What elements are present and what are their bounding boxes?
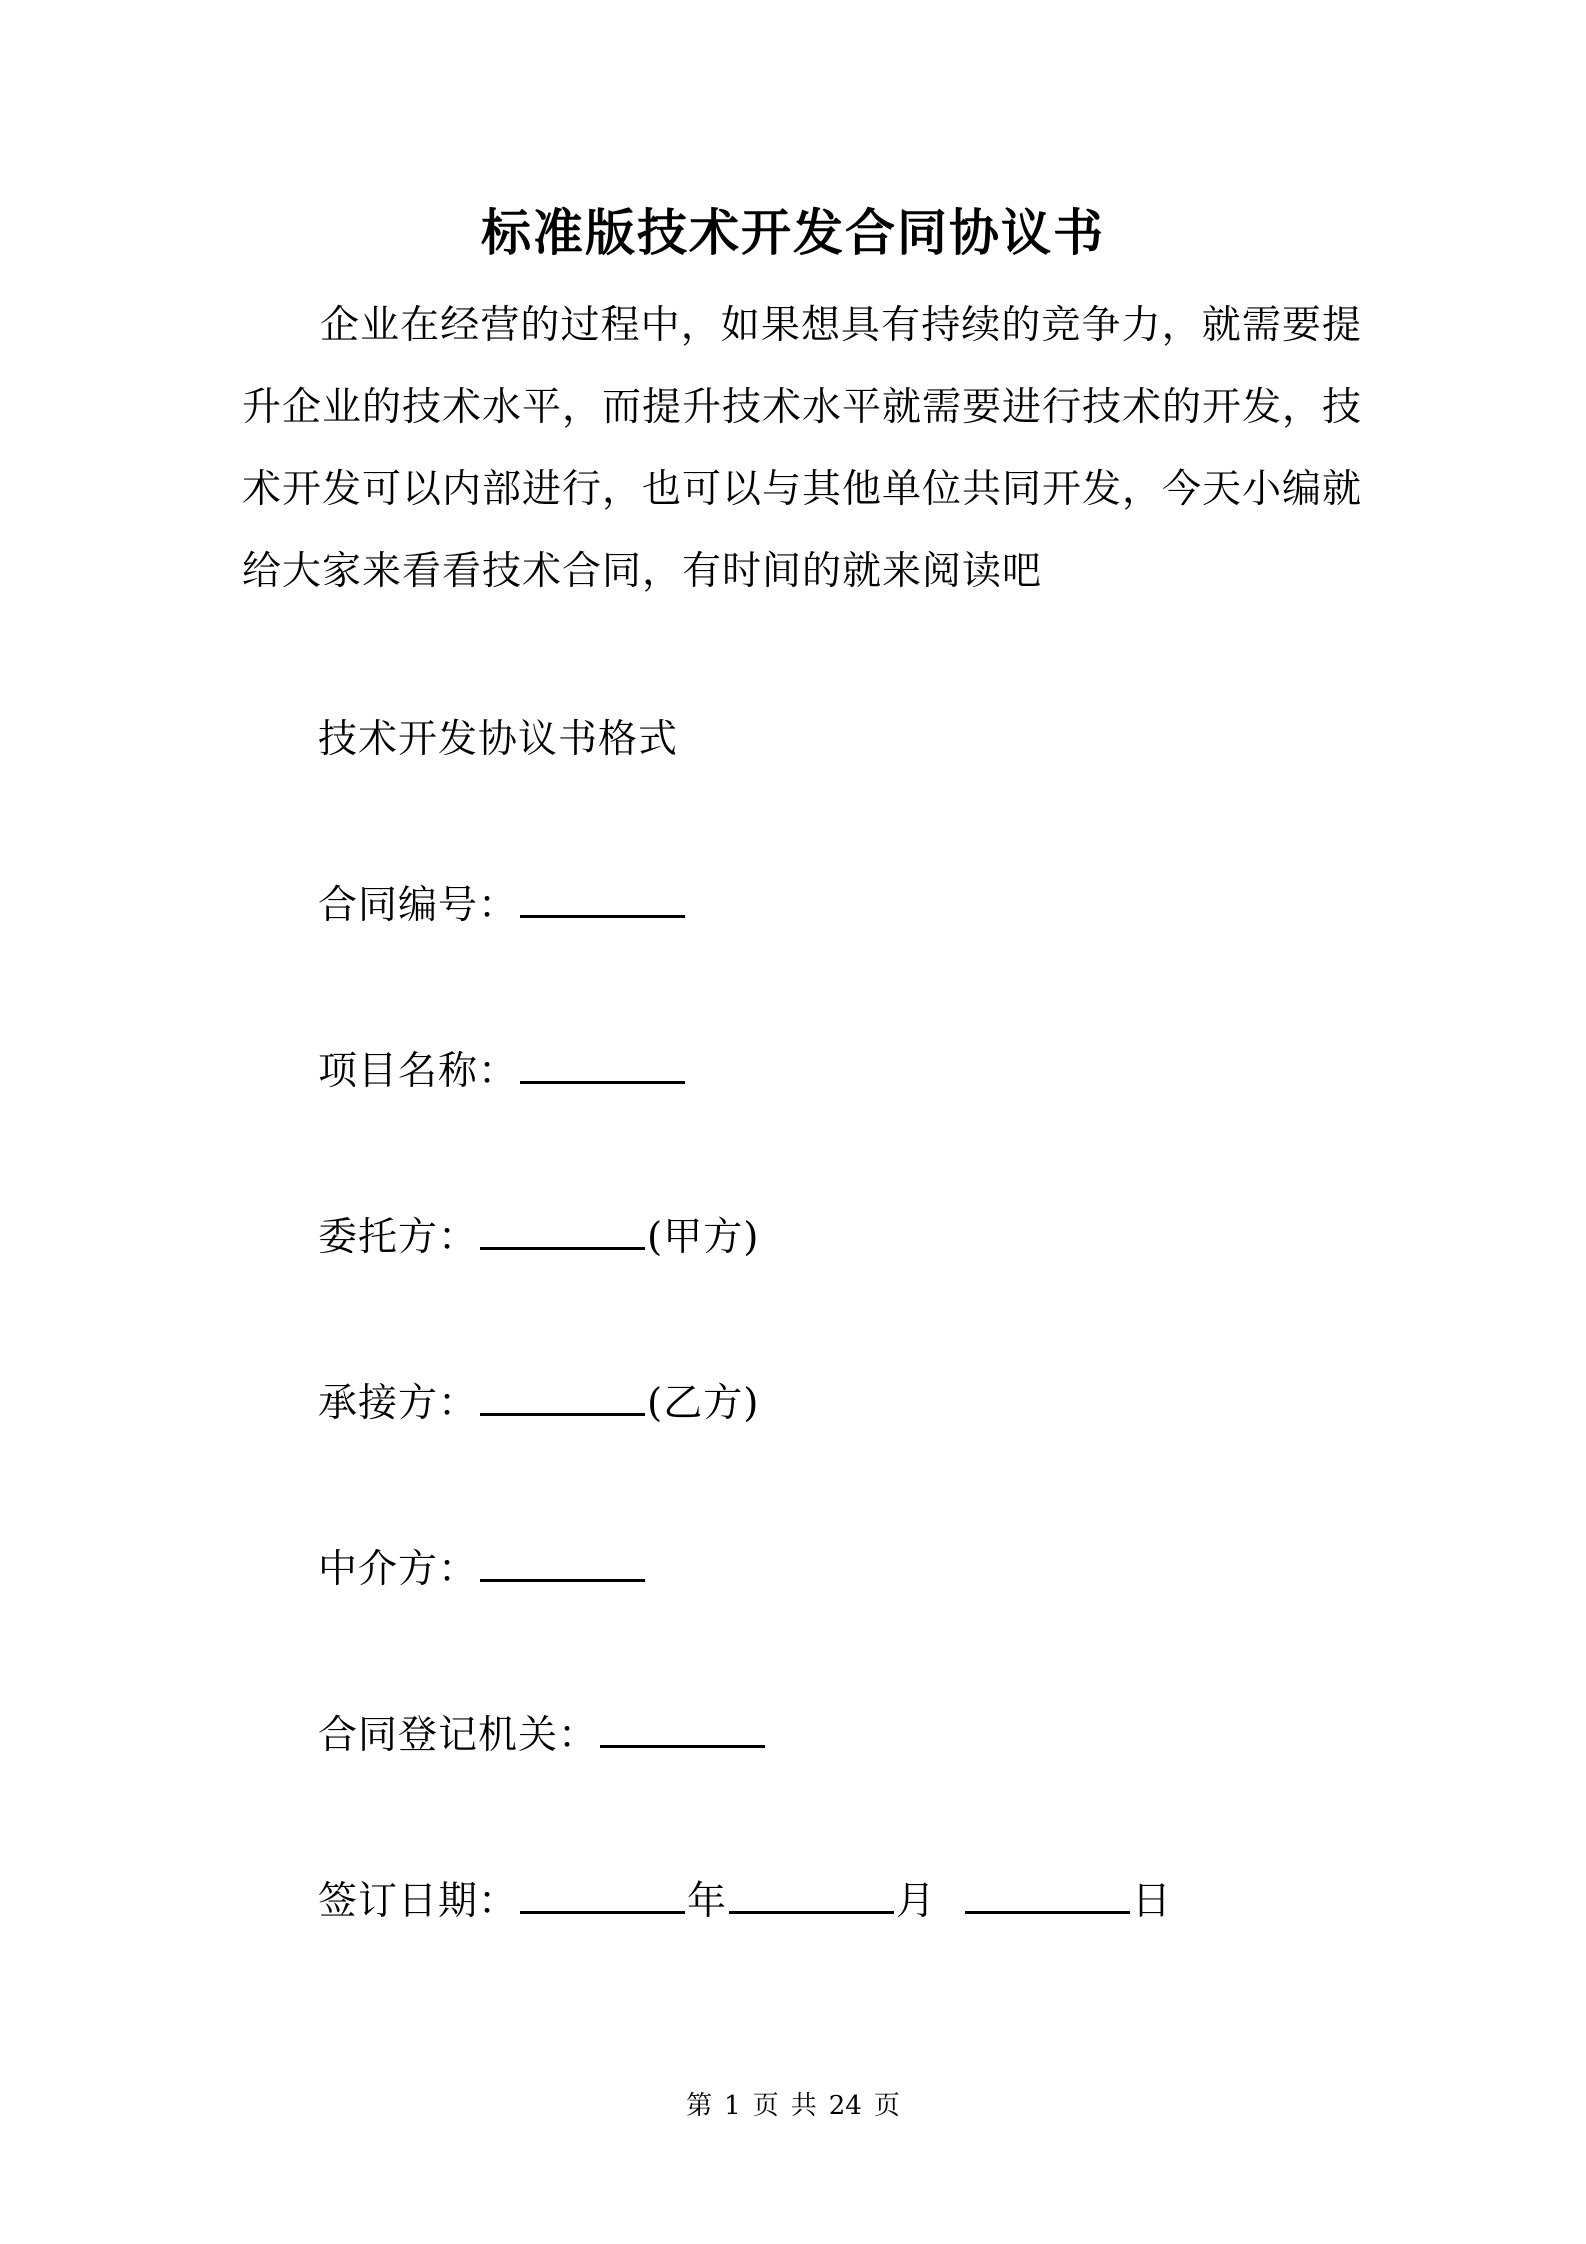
footer-page-total: 24 [828,2091,862,2121]
footer-page-word: 页 [752,2091,779,2121]
contractor-row [318,1374,759,1434]
footer-page-current: 1 [724,2091,741,2121]
project-name-label: 项目名称： [318,1049,519,1094]
intro-paragraph: 企业在经营的过程中，如果想具有持续的竞争力，就需要提升企业的技术水平，而提升技术水平就需要进行技术的开发，技术开发可以内部进行，也可以与其他单位共同开发，今天小编就给大家来看看技术合同，有时间的就来阅读吧 [242,303,1363,594]
sign-date-label: 签订日期： [318,1879,519,1924]
format-heading: 技术开发协议书格式 [318,717,679,762]
contract-no-row [318,876,687,936]
contractor-blank[interactable] [480,1377,645,1416]
intermediary-label: 中介方： [318,1547,479,1592]
contractor-label: 承接方： [318,1381,479,1426]
sign-date-month-blank[interactable] [729,1875,894,1914]
sign-date-month-label: 月 [896,1879,937,1924]
contractor-suffix: (乙方) [647,1381,760,1426]
registry-blank[interactable] [600,1709,765,1748]
footer-prefix: 第 [686,2091,713,2121]
page-footer [0,2086,1586,2126]
intermediary-row [318,1540,647,1600]
footer-page-word-2: 页 [873,2091,900,2121]
sign-date-day-label: 日 [1131,1879,1172,1924]
sign-date-row [318,1872,1172,1932]
registry-row [318,1706,767,1766]
sign-date-day-blank[interactable] [965,1875,1130,1914]
contract-no-blank[interactable] [520,879,685,918]
project-name-blank[interactable] [520,1045,685,1084]
document-title: 标准版技术开发合同协议书 [481,203,1105,262]
contract-no-label: 合同编号： [318,883,519,928]
client-row [318,1208,759,1268]
sign-date-year-blank[interactable] [520,1875,685,1914]
sign-date-year-label: 年 [687,1879,728,1924]
intermediary-blank[interactable] [480,1543,645,1582]
client-label: 委托方： [318,1215,479,1260]
client-suffix: (甲方) [647,1215,760,1260]
footer-total-word: 共 [790,2091,817,2121]
client-blank[interactable] [480,1211,645,1250]
project-name-row [318,1042,687,1102]
registry-label: 合同登记机关： [318,1713,599,1758]
